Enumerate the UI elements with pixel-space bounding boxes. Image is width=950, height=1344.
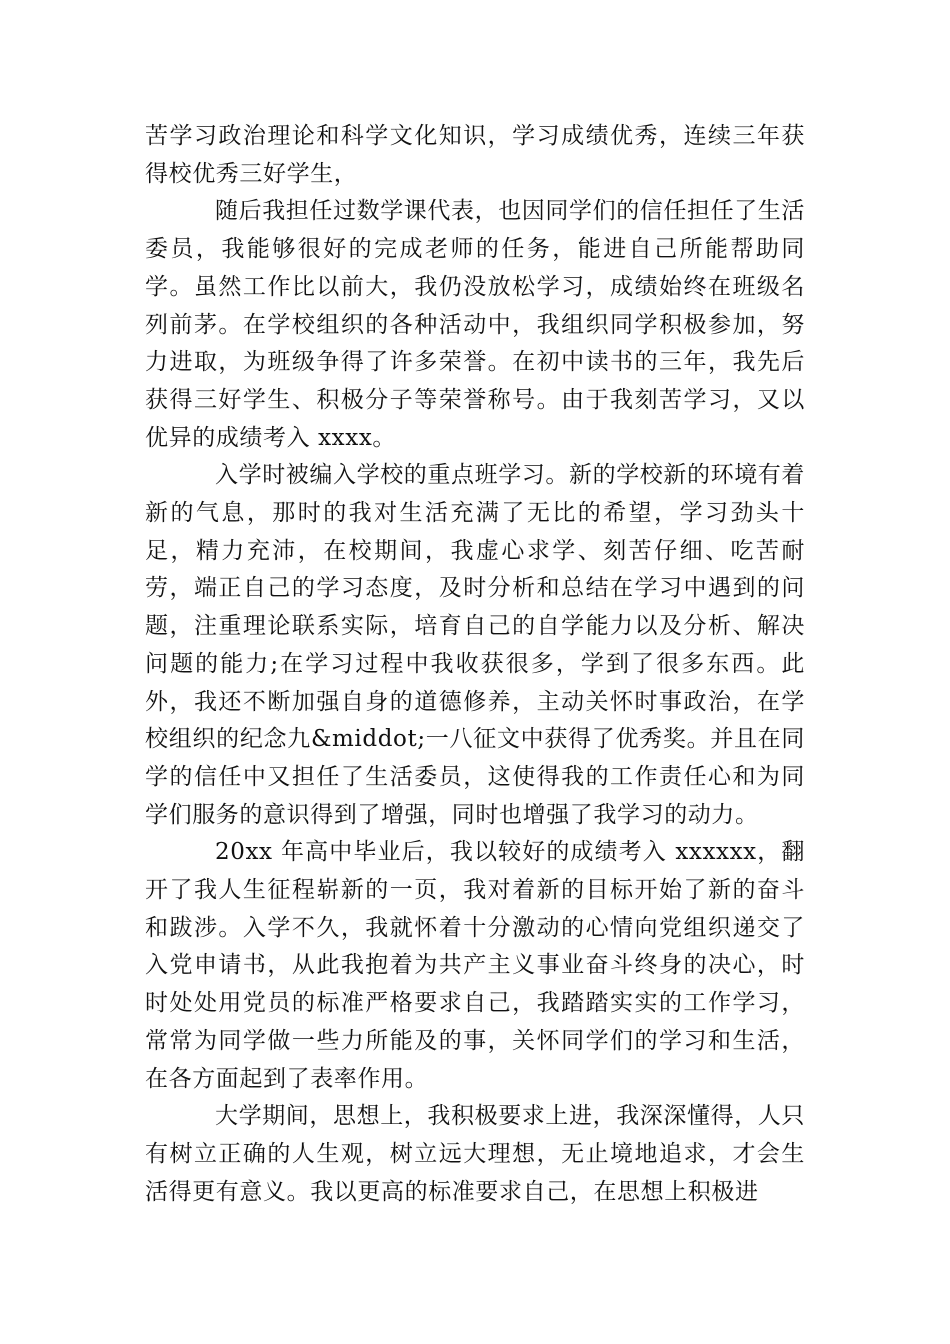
paragraph-4: 20xx 年高中毕业后，我以较好的成绩考入 xxxxxx，翻开了我人生征程崭新的一页，我对着新的目标开始了新的奋斗和跋涉。入学不久，我就怀着十分激动的心情向党组织递交了入党申请书，从此我抱着为共产主义事业奋斗终身的决心，时时处处用党员的标准严格要求自己，我踏踏实实的工作学习，常常为同学做一些力所能及的事，关怀同学们的学习和生活，在各方面起到了表率作用。 xyxy=(145,839,805,1092)
paragraph-1: 苦学习政治理论和科学文化知识，学习成绩优秀，连续三年获得校优秀三好学生， xyxy=(145,123,805,187)
document-body xyxy=(145,118,805,1211)
paragraph-3: 入学时被编入学校的重点班学习。新的学校新的环境有着新的气息，那时的我对生活充满了无比的希望，学习劲头十足，精力充沛，在校期间，我虚心求学、刻苦仔细、吃苦耐劳，端正自己的学习态度，及时分析和总结在学习中遇到的问题，注重理论联系实际，培育自己的自学能力以及分析、解决问题的能力;在学习过程中我收获很多，学到了很多东西。此外，我还不断加强自身的道德修养，主动关怀时事政治，在学校组织的纪念九&middot;一八征文中获得了优秀奖。并且在同学的信任中又担任了生活委员，这使得我的工作责任心和为同学们服务的意识得到了增强，同时也增强了我学习的动力。 xyxy=(145,462,805,828)
paragraph-5: 大学期间，思想上，我积极要求上进，我深深懂得，人只有树立正确的人生观，树立远大理想，无止境地追求，才会生活得更有意义。我以更高的标准要求自己，在思想上积极进 xyxy=(145,1103,805,1205)
paragraph-2: 随后我担任过数学课代表，也因同学们的信任担任了生活委员，我能够很好的完成老师的任务，能进自己所能帮助同学。虽然工作比以前大，我仍没放松学习，成绩始终在班级名列前茅。在学校组织的各种活动中，我组织同学积极参加，努力进取，为班级争得了许多荣誉。在初中读书的三年，我先后获得三好学生、积极分子等荣誉称号。由于我刻苦学习，又以优异的成绩考入 xxxx。 xyxy=(145,198,805,451)
